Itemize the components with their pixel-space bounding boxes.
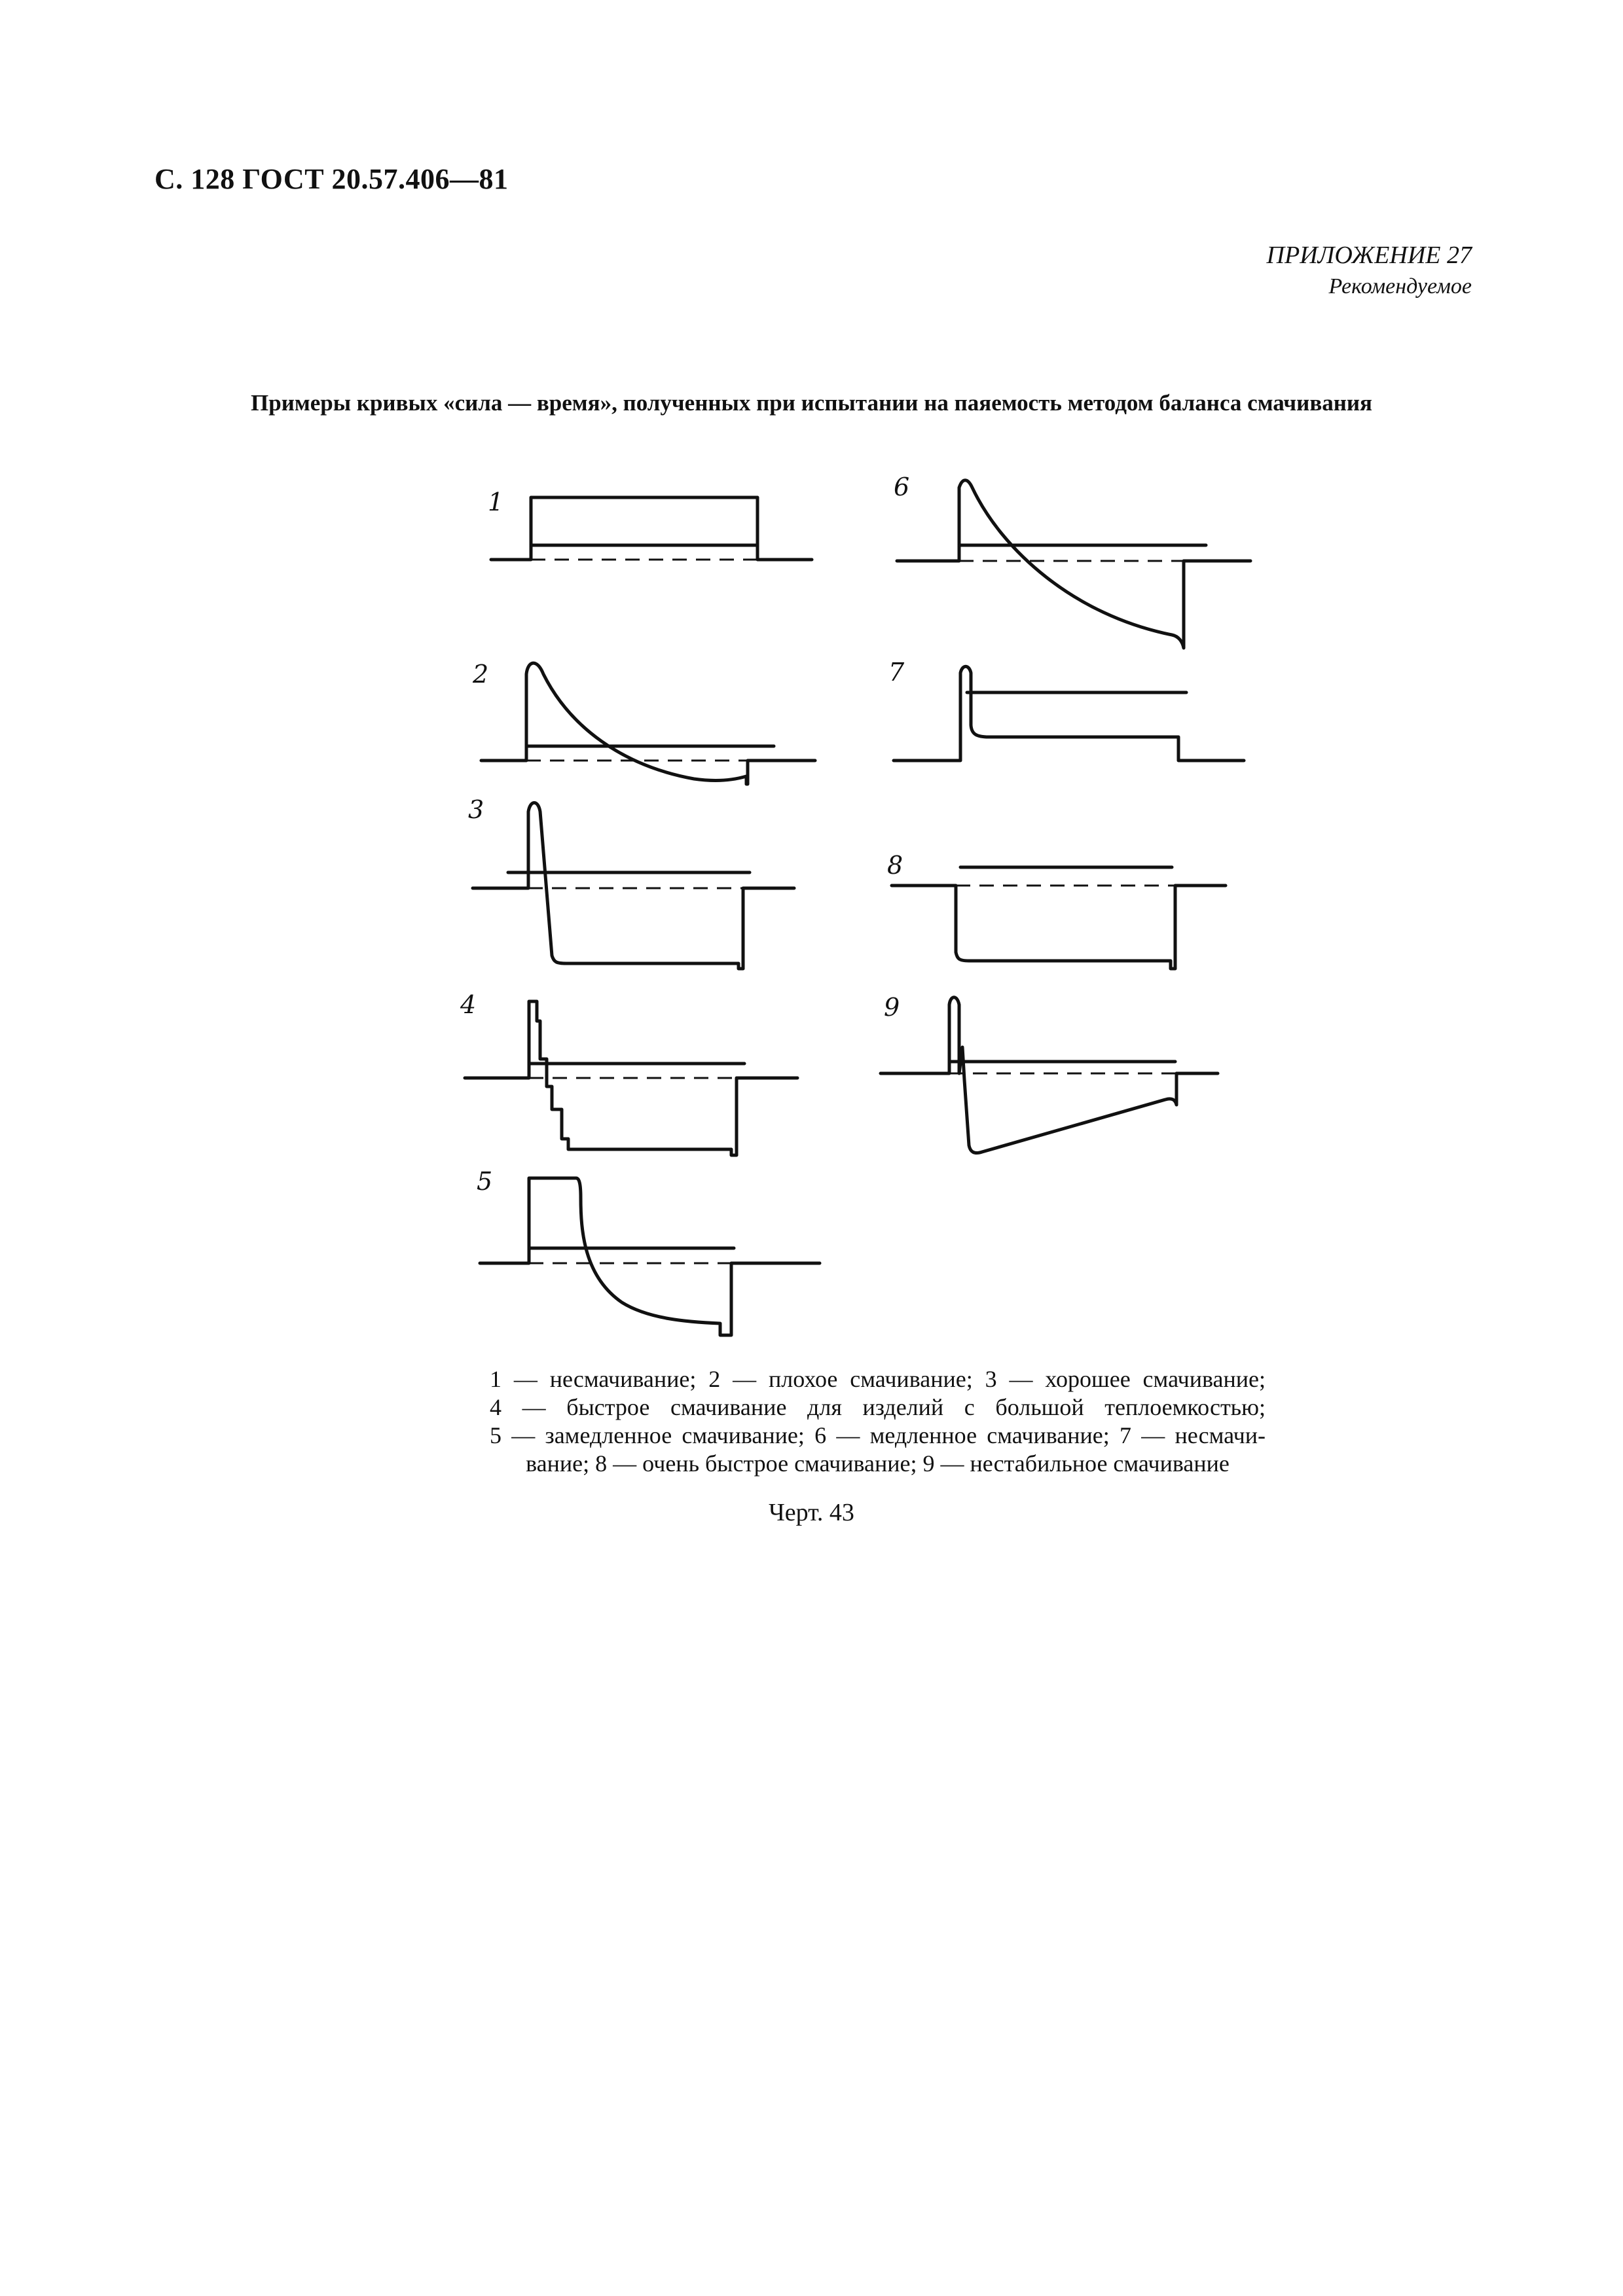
appendix-status: Рекомендуемое xyxy=(1328,274,1472,298)
panel-number: 4 xyxy=(460,990,477,1019)
legend-line: 5 — замедленное смачивание; 6 — медленное смачивание; 7 — несмачи- xyxy=(490,1422,1266,1448)
panel-6 xyxy=(894,473,1250,648)
panel-2 xyxy=(472,660,815,784)
panel-number: 1 xyxy=(488,488,504,516)
panel-4 xyxy=(460,990,797,1155)
legend-line: 4 — быстрое смачивание для изделий с большой теплоемкостью; xyxy=(490,1394,1266,1420)
panel-number: 7 xyxy=(888,658,905,687)
panel-number: 2 xyxy=(473,660,489,689)
panel-8 xyxy=(887,851,1226,969)
panel-number: 3 xyxy=(468,795,484,824)
panel-7 xyxy=(888,658,1244,761)
panel-1 xyxy=(488,488,812,560)
panel-9 xyxy=(881,993,1218,1153)
appendix-label: ПРИЛОЖЕНИЕ 27 xyxy=(1266,242,1472,269)
panel-number: 6 xyxy=(894,473,910,501)
figure-legend xyxy=(490,1365,1266,1478)
panel-5 xyxy=(477,1167,820,1335)
panel-number: 5 xyxy=(477,1167,493,1196)
panel-3 xyxy=(468,795,794,969)
panel-number: 8 xyxy=(887,851,903,880)
legend-line: 1 — несмачивание; 2 — плохое смачивание; 3 — хорошее смачивание; xyxy=(490,1366,1266,1392)
legend-line: вание; 8 — очень быстрое смачивание; 9 — нестабильное смачивание xyxy=(526,1450,1230,1477)
figure-title: Примеры кривых «сила — время», полученных при испытании на паяемость методом баланса смачивания xyxy=(251,390,1372,416)
figure-caption: Черт. 43 xyxy=(769,1499,854,1526)
panel-number: 9 xyxy=(884,993,900,1022)
page-header: С. 128 ГОСТ 20.57.406—81 xyxy=(155,163,509,195)
